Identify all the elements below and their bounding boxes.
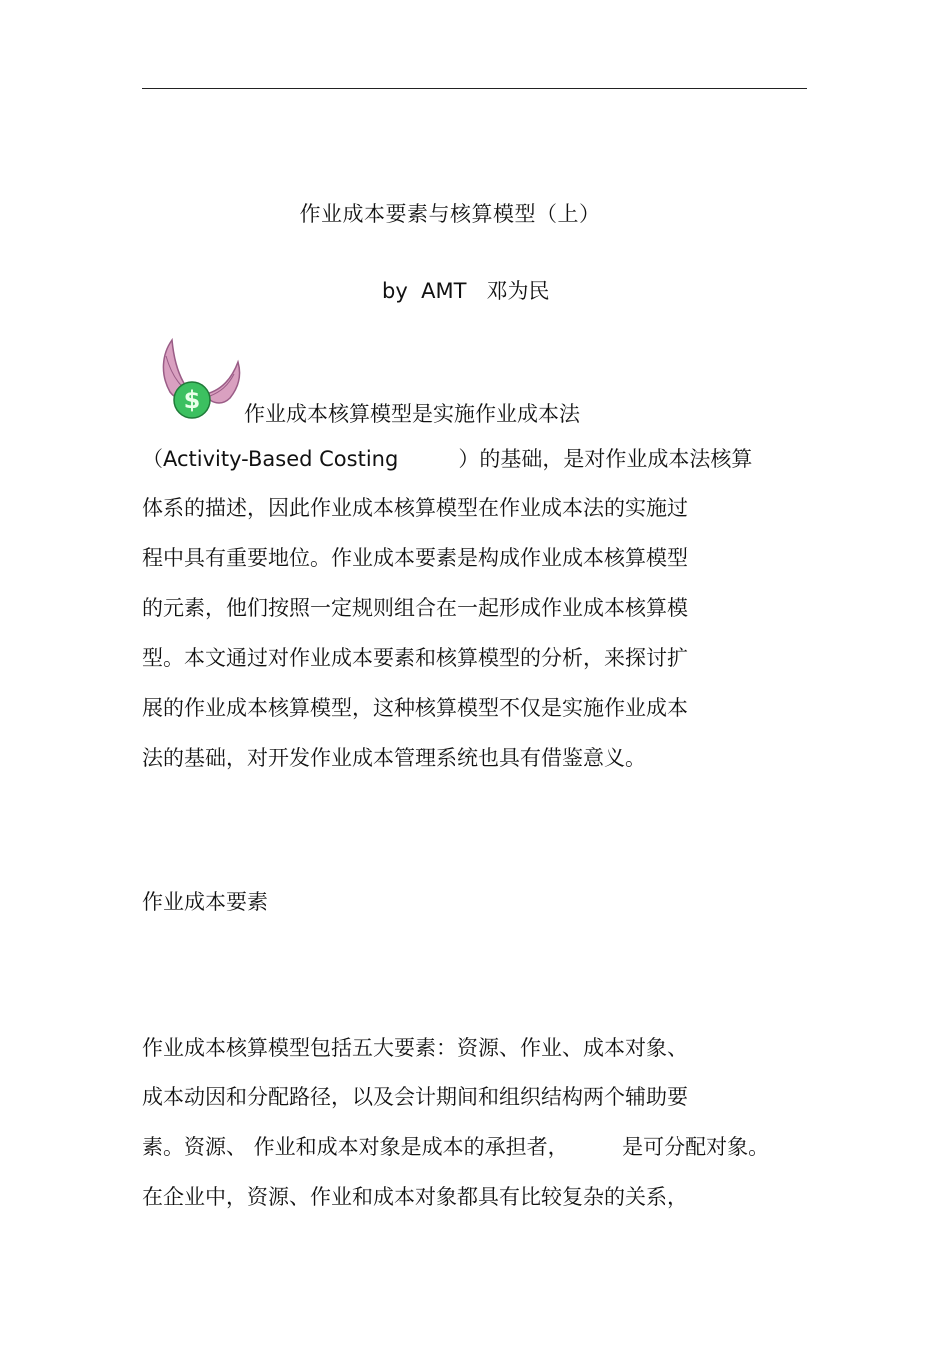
header-rule (142, 88, 807, 89)
section-line-2: 成本动因和分配路径，以及会计期间和组织结构两个辅助要 (142, 1085, 688, 1109)
section-line-1: 作业成本核算模型包括五大要素：资源、作业、成本对象、 (142, 1036, 688, 1060)
intro-line-5: 的元素，他们按照一定规则组合在一起形成作业成本核算模 (142, 596, 688, 620)
intro-line-2: （Activity-Based Costing ）的基础，是对作业成本法核算 (142, 447, 753, 471)
page-title: 作业成本要素与核算模型（上） (299, 202, 601, 226)
intro-line-3: 体系的描述，因此作业成本核算模型在作业成本法的实施过 (142, 496, 688, 520)
section-heading: 作业成本要素 (142, 890, 268, 914)
winged-dollar-icon (158, 334, 244, 426)
intro-line-1: 作业成本核算模型是实施作业成本法 (244, 402, 580, 426)
section-line-4: 在企业中，资源、作业和成本对象都具有比较复杂的关系， (142, 1185, 688, 1209)
intro-line-6: 型。本文通过对作业成本要素和核算模型的分析，来探讨扩 (142, 646, 688, 670)
intro-line-4: 程中具有重要地位。作业成本要素是构成作业成本核算模型 (142, 546, 688, 570)
intro-line-7: 展的作业成本核算模型，这种核算模型不仅是实施作业成本 (142, 696, 688, 720)
intro-line-8: 法的基础，对开发作业成本管理系统也具有借鉴意义。 (142, 746, 646, 770)
section-line-3: 素。资源、 作业和成本对象是成本的承担者， 是可分配对象。 (142, 1135, 770, 1159)
svg-text:$: $ (183, 386, 201, 414)
author-byline: by AMT 邓为民 (382, 279, 550, 303)
